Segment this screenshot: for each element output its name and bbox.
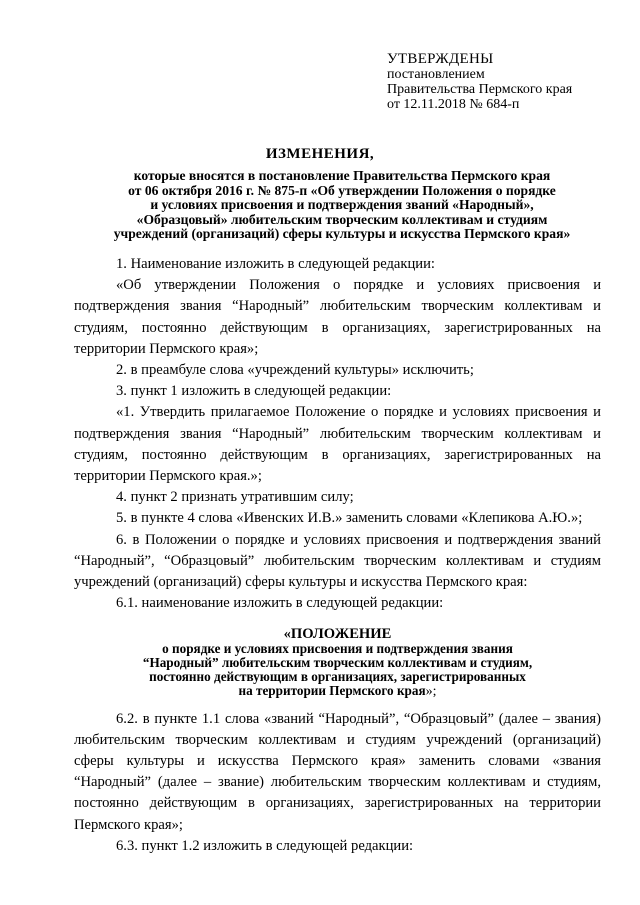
- paragraph-2: 2. в преамбуле слова «учреждений культуры» исключить;: [116, 362, 474, 379]
- approval-heading: УТВЕРЖДЕНЫ: [387, 51, 494, 67]
- subtitle-line: учреждений (организаций) сферы культуры и искусства Пермского края»: [113, 226, 571, 241]
- approval-line-1: постановлением: [387, 67, 485, 82]
- approval-line-3: от 12.11.2018 № 684-п: [387, 97, 520, 112]
- paragraph-3: 3. пункт 1 изложить в следующей редакции:: [116, 383, 392, 400]
- subtitle-line: «Образцовый» любительским творческим коллективам и студиям: [136, 211, 548, 227]
- paragraph-6: 6. в Положении о порядке и условиях присвоения и подтверждения званий “Народный”, “Образцовый” любительским творческим коллективам и студиям учреждений (организаций) сферы культуры и искусства Пермского края:: [74, 531, 601, 591]
- section-subtitle-line: о порядке и условиях присвоения и подтверждения звания: [162, 641, 513, 657]
- section-subtitle-line: “Народный” любительским творческим коллективам и студиям,: [142, 655, 533, 671]
- document-subtitle: [72, 169, 612, 242]
- approval-stamp: [387, 52, 572, 112]
- section-subtitle-last: на территории Пермского края: [238, 682, 426, 698]
- paragraph-5: 5. в пункте 4 слова «Ивенских И.В.» заменить словами «Клепикова А.Ю.»;: [116, 510, 583, 527]
- paragraph-6-1: 6.1. наименование изложить в следующей редакции:: [116, 595, 444, 612]
- paragraph-4: 4. пункт 2 признать утратившим силу;: [116, 489, 354, 506]
- section-subtitle: [74, 642, 601, 698]
- paragraph-3-quote: «1. Утвердить прилагаемое Положение о порядке и условиях присвоения и подтверждения звания “Народный” любительским творческим коллективам и студиям, постоянно действующим в организациях, зарегистрированных на территории Пермского края.»;: [74, 404, 601, 485]
- document-title: ИЗМЕНЕНИЯ,: [265, 146, 375, 162]
- paragraph-6-2: 6.2. в пункте 1.1 слова «званий “Народный”, “Образцовый” (далее – звания) любительским творческим коллективам и студиям учреждений (организаций) сферы культуры и искусства Пермского края» заменить словами «звания “Народный” (далее – звание) любительским творческим коллективам и студиям, постоянно действующим в организациях, зарегистрированных на территории Пермского края»;: [74, 710, 601, 833]
- subtitle-line: которые вносятся в постановление Правительства Пермского края: [133, 168, 551, 183]
- approval-line-2: Правительства Пермского края: [387, 82, 573, 97]
- paragraph-6-3: 6.3. пункт 1.2 изложить в следующей редакции:: [116, 837, 414, 854]
- subtitle-line: от 06 октября 2016 г. № 875-п «Об утверждении Положения о порядке: [128, 182, 556, 198]
- subtitle-line: и условиях присвоения и подтверждения званий «Народный»,: [150, 197, 534, 212]
- section-title: «ПОЛОЖЕНИЕ: [283, 626, 392, 643]
- section-subtitle-line: постоянно действующим в организациях, зарегистрированных: [149, 669, 526, 685]
- document-body: [74, 254, 601, 857]
- section-subtitle-tail: »;: [425, 683, 437, 699]
- paragraph-1: 1. Наименование изложить в следующей редакции:: [116, 256, 435, 272]
- paragraph-1-quote: «Об утверждении Положения о порядке и условиях присвоения и подтверждения звания “Народный” любительским творческим коллективам и студиям, постоянно действующим в организациях, зарегистрированных на территории Пермского края»;: [74, 277, 601, 357]
